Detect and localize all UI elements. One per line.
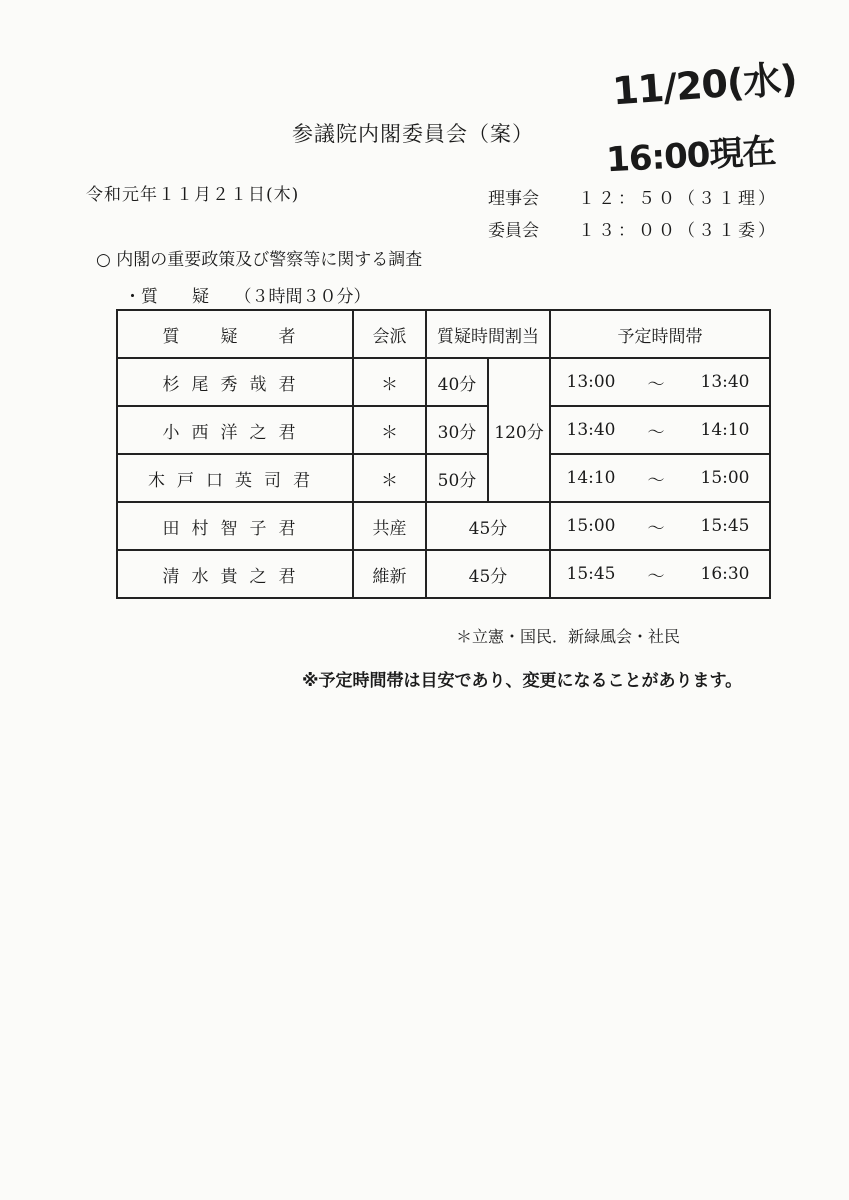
faction-cell: ＊ bbox=[353, 358, 426, 406]
questioner-name: 小西洋之君 bbox=[117, 406, 353, 454]
agenda-subitem: ・質 疑 （３時間３０分） bbox=[124, 287, 371, 307]
questioner-name: 田村智子君 bbox=[117, 502, 353, 550]
minutes-cell: 50分 bbox=[426, 454, 488, 502]
header-questioner: 質 疑 者 bbox=[117, 310, 353, 358]
minutes-cell: 30分 bbox=[426, 406, 488, 454]
minutes-cell: 40分 bbox=[426, 358, 488, 406]
end-time: 16:30 bbox=[681, 550, 770, 598]
time-separator: ～ bbox=[631, 550, 681, 598]
minutes-cell: 45分 bbox=[426, 550, 550, 598]
table-header-row bbox=[117, 310, 770, 358]
start-time: 15:00 bbox=[550, 502, 631, 550]
faction-cell: ＊ bbox=[353, 406, 426, 454]
questioner-name: 杉尾秀哉君 bbox=[117, 358, 353, 406]
schedule-label-board: 理事会 bbox=[488, 189, 539, 209]
end-time: 14:10 bbox=[681, 406, 770, 454]
questioner-table bbox=[116, 309, 771, 599]
start-time: 14:10 bbox=[550, 454, 631, 502]
time-separator: ～ bbox=[631, 454, 681, 502]
table-row bbox=[117, 550, 770, 598]
table-row bbox=[117, 454, 770, 502]
agenda-item: ○ 内閣の重要政策及び警察等に関する調査 bbox=[96, 250, 423, 270]
schedule-label-committee: 委員会 bbox=[488, 221, 539, 241]
session-date: 令和元年１１月２１日(木) bbox=[86, 185, 300, 205]
start-time: 13:00 bbox=[550, 358, 631, 406]
end-time: 15:00 bbox=[681, 454, 770, 502]
minutes-cell: 45分 bbox=[426, 502, 550, 550]
end-time: 13:40 bbox=[681, 358, 770, 406]
faction-cell: ＊ bbox=[353, 454, 426, 502]
faction-cell: 共産 bbox=[353, 502, 426, 550]
time-separator: ～ bbox=[631, 502, 681, 550]
group-total-cell: 120分 bbox=[488, 358, 550, 502]
document-title: 参議院内閣委員会（案） bbox=[292, 122, 534, 146]
time-separator: ～ bbox=[631, 406, 681, 454]
handwritten-time: 16:00現在 bbox=[605, 131, 777, 181]
faction-legend: ＊立憲・国民．新緑風会・社民 bbox=[456, 627, 681, 646]
table-row bbox=[117, 502, 770, 550]
disclaimer-note: ※予定時間帯は目安であり、変更になることがあります。 bbox=[302, 671, 743, 691]
questioner-name: 清水貴之君 bbox=[117, 550, 353, 598]
header-faction: 会派 bbox=[353, 310, 426, 358]
table-row bbox=[117, 358, 770, 406]
handwritten-date: 11/20(水) bbox=[610, 56, 798, 114]
table-row bbox=[117, 406, 770, 454]
schedule-value-board: １２：５０（３１理） bbox=[578, 189, 778, 209]
header-time-slot: 予定時間帯 bbox=[550, 310, 770, 358]
end-time: 15:45 bbox=[681, 502, 770, 550]
time-separator: ～ bbox=[631, 358, 681, 406]
faction-cell: 維新 bbox=[353, 550, 426, 598]
questioner-name: 木戸口英司君 bbox=[117, 454, 353, 502]
schedule-value-committee: １３：００（３１委） bbox=[578, 221, 778, 241]
header-allocation: 質疑時間割当 bbox=[426, 310, 550, 358]
start-time: 13:40 bbox=[550, 406, 631, 454]
start-time: 15:45 bbox=[550, 550, 631, 598]
